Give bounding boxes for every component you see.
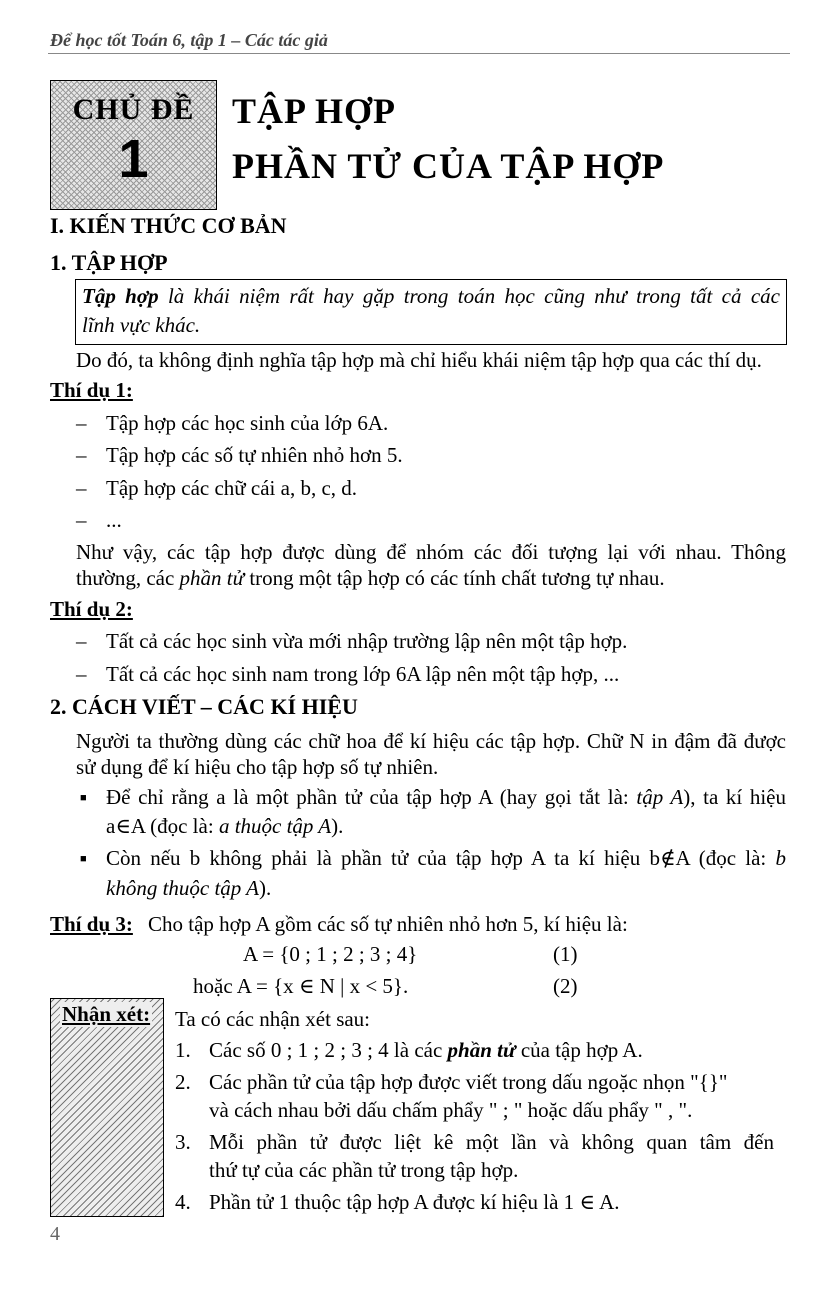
remark-item-1: Các số 0 ; 1 ; 2 ; 3 ; 4 là các phần tử của tập hợp A. <box>209 1038 643 1062</box>
remark-item-2-line2: và cách nhau bởi dấu chấm phẩy " ; " hoặc dấu phẩy " , ". <box>209 1098 693 1122</box>
topic-title-line2: PHẦN TỬ CỦA TẬP HỢP <box>232 146 665 186</box>
definition-text: là khái niệm rất hay gặp trong toán học cũng như trong tất cả các <box>158 284 780 308</box>
equation-1-tag: (1) <box>553 942 578 966</box>
notation-paragraph-line2: sử dụng để kí hiệu cho tập hợp số tự nhiên. <box>76 755 439 779</box>
running-header: Để học tốt Toán 6, tập 1 – Các tác giả <box>50 30 328 50</box>
page-number: 4 <box>50 1223 60 1245</box>
bullet-item-1-line2: a∈A (đọc là: a thuộc tập A). <box>106 814 344 838</box>
remark-number: 2. <box>175 1070 191 1094</box>
definition-term: Tập hợp <box>82 284 159 308</box>
notation-paragraph-line1: Người ta thường dùng các chữ hoa để kí hiệu các tập hợp. Chữ N in đậm đã được <box>76 729 786 753</box>
list-item: – ... <box>76 508 122 532</box>
definition-box <box>75 279 787 345</box>
remark-number: 3. <box>175 1130 191 1154</box>
list-item: – Tập hợp các học sinh của lớp 6A. <box>76 411 389 435</box>
remark-number: 4. <box>175 1190 191 1214</box>
example3-label: Thí dụ 3: <box>50 912 133 936</box>
list-item: – Tất cả các học sinh vừa mới nhập trường lập nên một tập hợp. <box>76 629 628 653</box>
bullet-icon: ■ <box>80 853 87 865</box>
remark-hatched-box <box>50 998 164 1217</box>
equation-1: A = {0 ; 1 ; 2 ; 3 ; 4} <box>243 942 418 966</box>
bullet-item-1-line1: Để chỉ rằng a là một phần tử của tập hợp A (hay gọi tắt là: tập A), ta kí hiệu <box>106 785 786 809</box>
remark-intro: Ta có các nhận xét sau: <box>175 1007 371 1031</box>
definition-line1 <box>82 282 780 311</box>
example1-label: Thí dụ 1: <box>50 378 133 402</box>
remark-item-4: Phần tử 1 thuộc tập hợp A được kí hiệu là 1 ∈ A. <box>209 1190 620 1214</box>
section-heading: I. KIẾN THỨC CƠ BẢN <box>50 213 287 238</box>
topic-label: CHỦ ĐỀ <box>72 93 195 126</box>
header-rule <box>48 53 790 54</box>
example1-paragraph-line2: thường, các phần tử trong một tập hợp có các tính chất tương tự nhau. <box>76 566 665 590</box>
list-item: – Tập hợp các số tự nhiên nhỏ hơn 5. <box>76 443 403 467</box>
remark-item-3-line2: thứ tự của các phần tử trong tập hợp. <box>209 1158 519 1182</box>
list-item: – Tất cả các học sinh nam trong lớp 6A lập nên một tập hợp, ... <box>76 662 620 686</box>
remark-item-2-line1: Các phần tử của tập hợp được viết trong dấu ngoặc nhọn "{}" <box>209 1070 728 1094</box>
bullet-item-2-line2: không thuộc tập A). <box>106 876 272 900</box>
definition-line2: lĩnh vực khác. <box>82 313 201 337</box>
topic-title-line1: TẬP HỢP <box>232 91 397 131</box>
list-item: – Tập hợp các chữ cái a, b, c, d. <box>76 476 358 500</box>
remark-label: Nhận xét: <box>62 1002 151 1026</box>
example1-paragraph-line1: Như vậy, các tập hợp được dùng để nhóm các đối tượng lại với nhau. Thông <box>76 540 786 564</box>
topic-number: 1 <box>118 129 149 189</box>
note-paragraph: Do đó, ta không định nghĩa tập hợp mà chỉ hiểu khái niệm tập hợp qua các thí dụ. <box>76 348 762 372</box>
subsection-heading-2: 2. CÁCH VIẾT – CÁC KÍ HIỆU <box>50 694 358 719</box>
equation-2-tag: (2) <box>553 974 578 998</box>
remark-item-3-line1: Mỗi phần tử được liệt kê một lần và không quan tâm đến <box>209 1130 774 1154</box>
equation-2: hoặc A = {x ∈ N | x < 5}. <box>193 974 409 998</box>
bullet-icon: ■ <box>80 792 87 804</box>
remark-number: 1. <box>175 1038 191 1062</box>
topic-badge <box>50 80 217 210</box>
subsection-heading-1: 1. TẬP HỢP <box>50 250 168 275</box>
example3-intro: Cho tập hợp A gồm các số tự nhiên nhỏ hơn 5, kí hiệu là: <box>148 912 628 936</box>
example2-label: Thí dụ 2: <box>50 597 133 621</box>
bullet-item-2-line1: Còn nếu b không phải là phần tử của tập hợp A ta kí hiệu b∉A (đọc là: b <box>106 846 786 870</box>
